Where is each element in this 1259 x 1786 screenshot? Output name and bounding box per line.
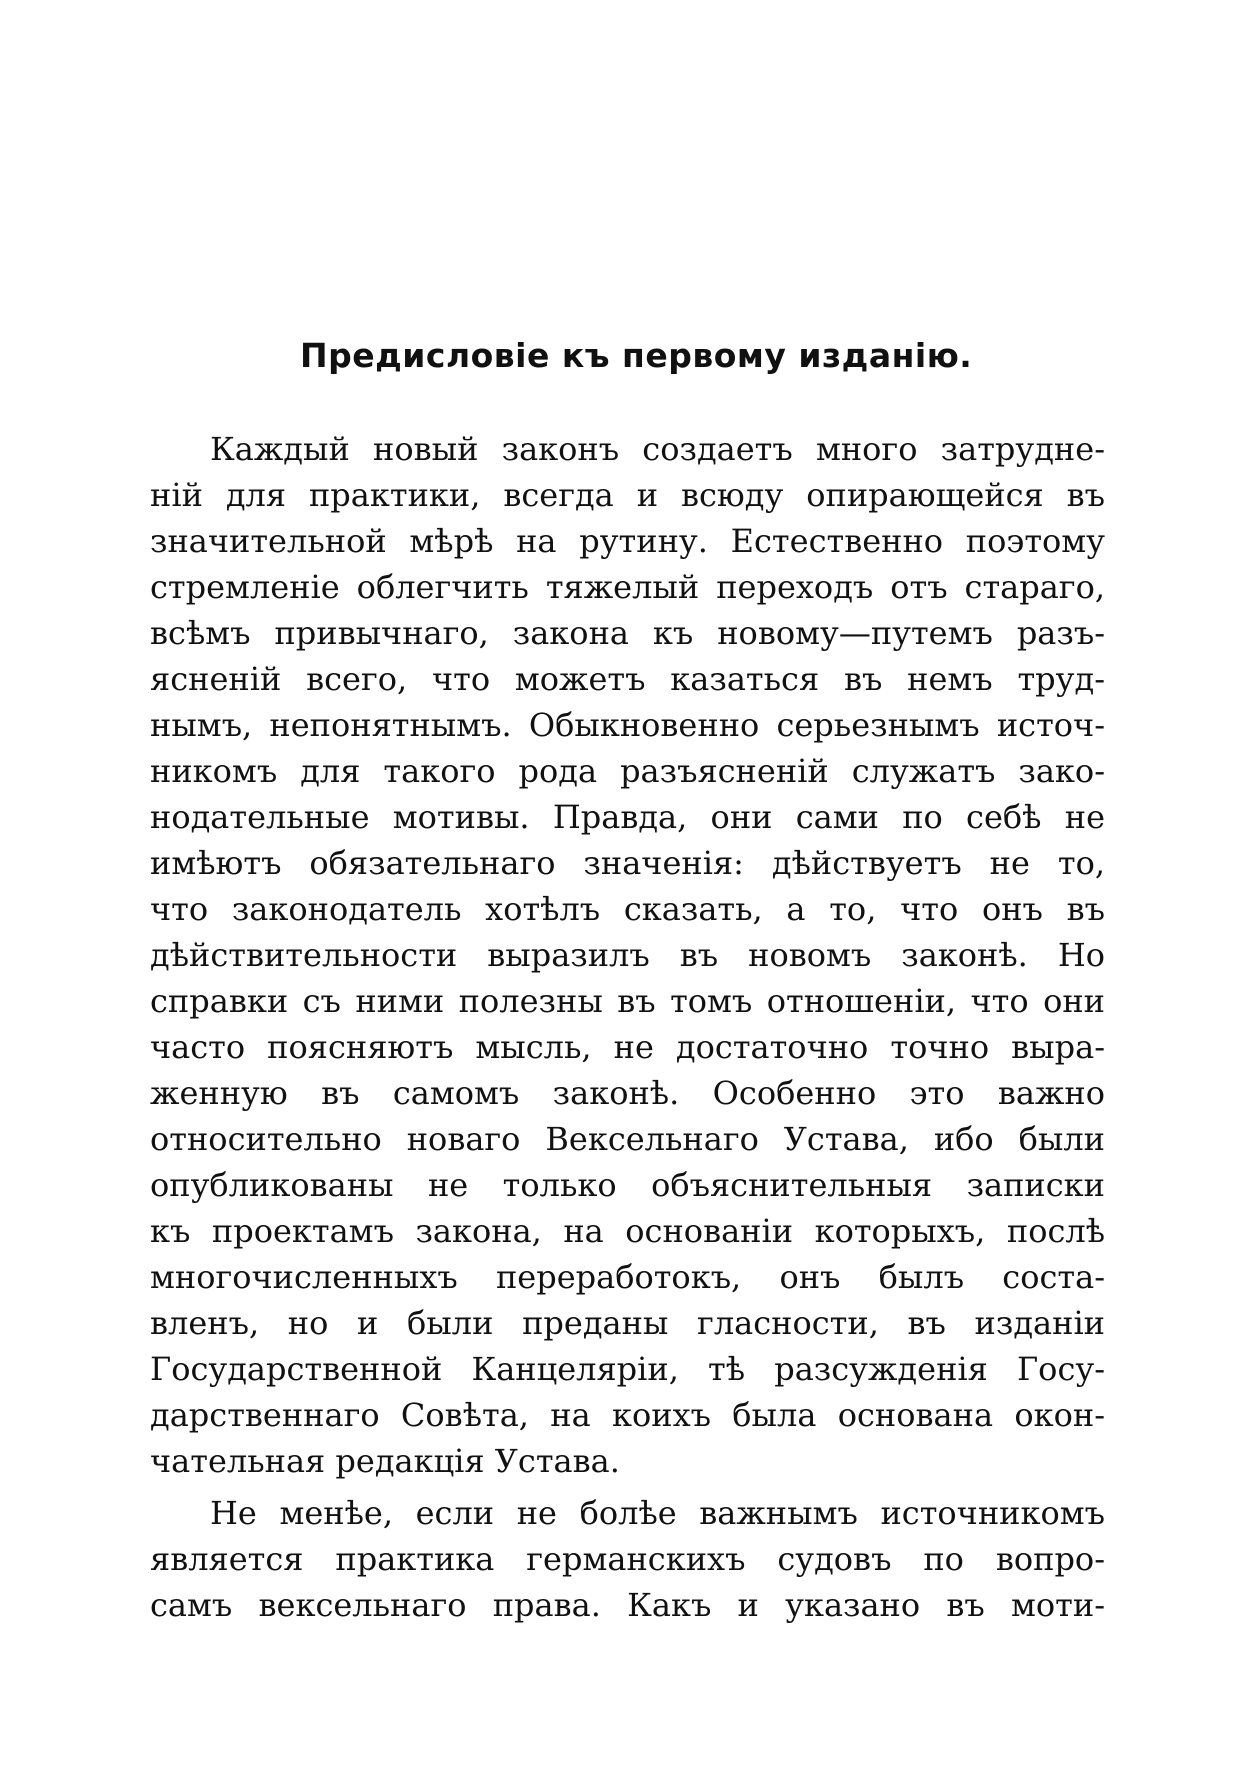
text-line: значительной мѣрѣ на рутину. Естественно поэтому bbox=[150, 522, 1105, 560]
text-line: никомъ для такого рода разъясненій служатъ зако- bbox=[150, 752, 1105, 790]
text-line: имѣютъ обязательнаго значенія: дѣйствуетъ не то, bbox=[150, 844, 1105, 882]
text-line: Государственной Канцеляріи, тѣ разсужденія Госу- bbox=[150, 1350, 1105, 1388]
text-line: всѣмъ привычнаго, закона къ новому—путемъ разъ- bbox=[150, 614, 1105, 652]
text-line: многочисленныхъ переработокъ, онъ былъ соста- bbox=[150, 1258, 1105, 1296]
text-line: нодательные мотивы. Правда, они сами по себѣ не bbox=[150, 798, 1105, 836]
text-line: что законодатель хотѣлъ сказать, а то, что онъ въ bbox=[150, 890, 1105, 928]
text-line: относительно новаго Вексельнаго Устава, ибо были bbox=[150, 1120, 1105, 1158]
body-text bbox=[150, 426, 1105, 1628]
text-line: самъ вексельнаго права. Какъ и указано въ моти- bbox=[150, 1586, 1105, 1624]
text-line: является практика германскихъ судовъ по вопро- bbox=[150, 1540, 1105, 1578]
text-line: Не менѣе, если не болѣе важнымъ источникомъ bbox=[210, 1494, 1105, 1532]
text-line: женную въ самомъ законѣ. Особенно это важно bbox=[150, 1074, 1105, 1112]
text-line: вленъ, но и были преданы гласности, въ изданіи bbox=[150, 1304, 1105, 1342]
text-line: дѣйствительности выразилъ въ новомъ законѣ. Но bbox=[150, 936, 1105, 974]
text-line: дарственнаго Совѣта, на коихъ была основана окон- bbox=[150, 1396, 1105, 1434]
text-line: чательная редакція Устава. bbox=[150, 1442, 620, 1480]
text-line: Каждый новый законъ создаетъ много затрудне- bbox=[210, 430, 1105, 468]
text-line: ясненій всего, что можетъ казаться въ немъ труд- bbox=[150, 660, 1105, 698]
text-line: опубликованы не только объяснительныя записки bbox=[150, 1166, 1105, 1204]
text-line: часто поясняютъ мысль, не достаточно точно выра- bbox=[150, 1028, 1105, 1066]
text-line: къ проектамъ закона, на основаніи которыхъ, послѣ bbox=[150, 1212, 1105, 1250]
text-line: нымъ, непонятнымъ. Обыкновенно серьезнымъ источ- bbox=[150, 706, 1105, 744]
text-line: ній для практики, всегда и всюду опирающейся въ bbox=[150, 476, 1105, 514]
text-line: стремленіе облегчить тяжелый переходъ отъ стараго, bbox=[150, 568, 1105, 606]
text-line: справки съ ними полезны въ томъ отношеніи, что они bbox=[150, 982, 1105, 1020]
page-title: Предисловіе къ первому изданію. bbox=[300, 336, 973, 375]
